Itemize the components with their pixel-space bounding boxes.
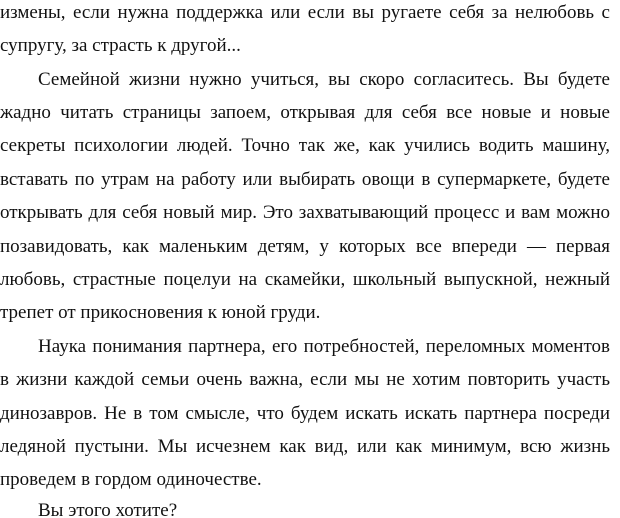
text-line: измены, если нужна поддержка или если вы ругаете себя за нелюбовь с xyxy=(0,2,610,23)
text-line: секреты психологии людей. Точно так же, как учились водить машину, xyxy=(0,135,610,156)
text-line: Наука понимания партнера, его потребностей, переломных моментов xyxy=(38,336,610,357)
text-line: проведем в гордом одиночестве. xyxy=(0,469,262,490)
text-line: динозавров. Не в том смысле, что будем искать искать партнера посреди xyxy=(0,403,610,424)
text-line: Семейной жизни нужно учиться, вы скоро согласитесь. Вы будете xyxy=(38,69,610,90)
text-line: открывать для себя новый мир. Это захватывающий процесс и вам можно xyxy=(0,202,610,223)
text-line: ледяной пустыни. Мы исчезнем как вид, или как минимум, всю жизнь xyxy=(0,436,610,457)
text-line: жадно читать страницы запоем, открывая для себя все новые и новые xyxy=(0,102,610,123)
text-line: позавидовать, как маленьким детям, у которых все впереди — первая xyxy=(0,236,610,257)
text-line: любовь, страстные поцелуи на скамейки, школьный выпускной, нежный xyxy=(0,269,610,290)
text-line: трепет от прикосновения к юной груди. xyxy=(0,302,321,323)
text-line: вставать по утрам на работу или выбирать овощи в супермаркете, будете xyxy=(0,169,610,190)
text-line: Вы этого хотите? xyxy=(38,500,178,518)
text-line: в жизни каждой семьи очень важна, если мы не хотим повторить участь xyxy=(0,369,610,390)
text-line: супругу, за страсть к другой... xyxy=(0,35,241,56)
